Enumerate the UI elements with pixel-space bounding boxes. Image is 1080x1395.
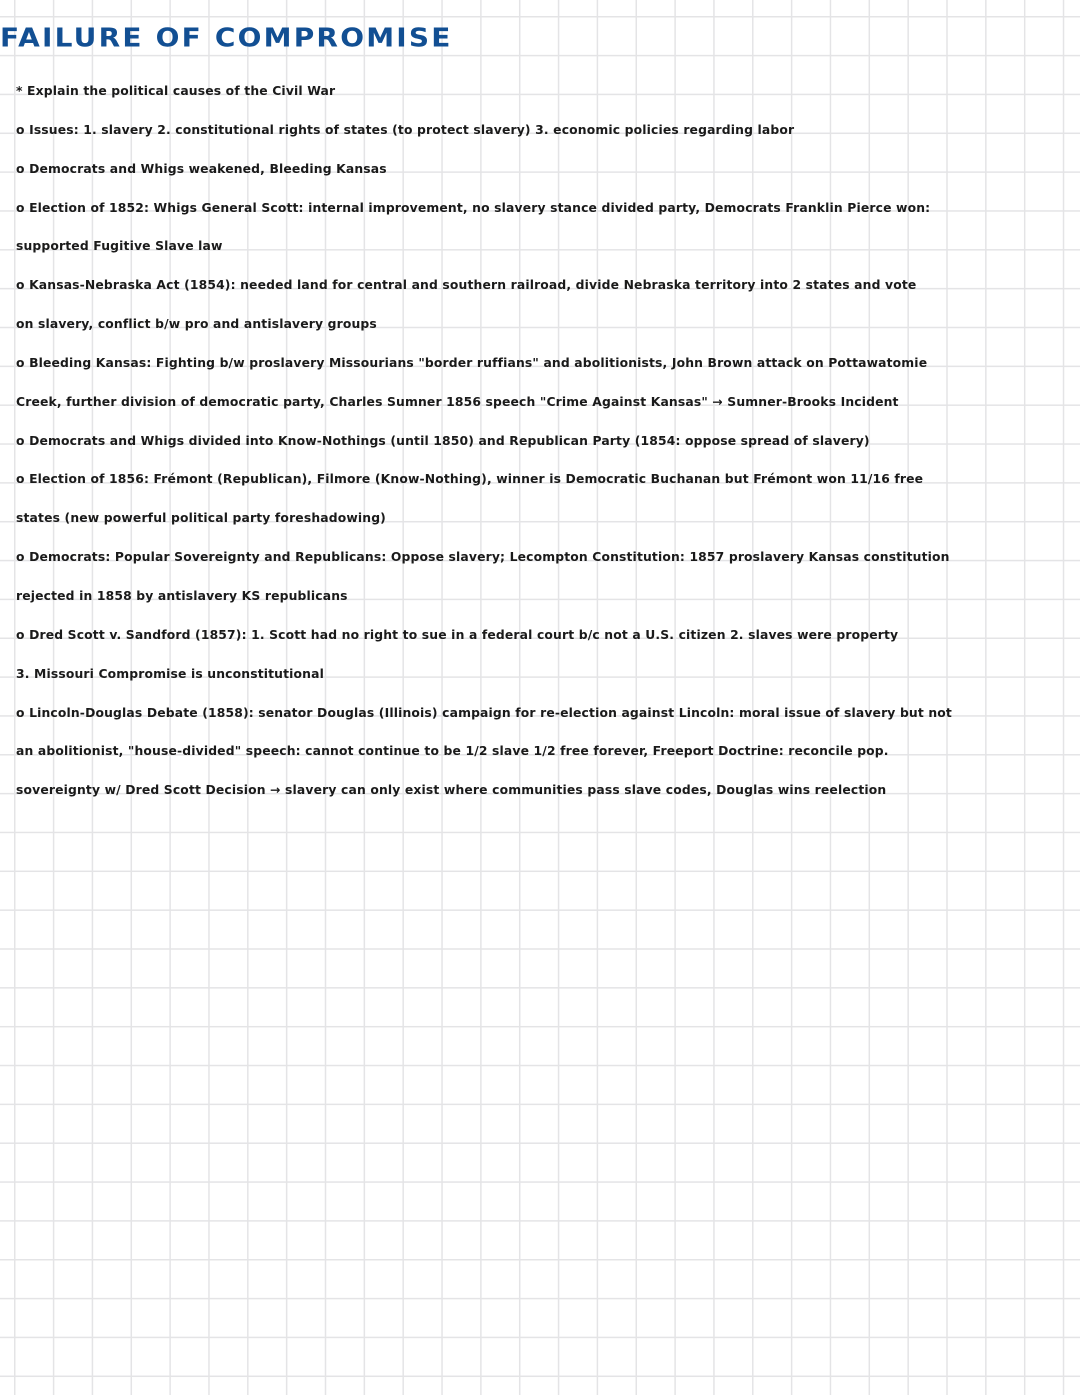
note-democrats-republicans: o Democrats: Popular Sovereignty and Republicans: Oppose slavery; Lecompton Constitution: 1857 proslavery Kansas constitution [16, 549, 950, 565]
note-kansas-nebraska-act-cont: on slavery, conflict b/w pro and antislavery groups [16, 316, 377, 332]
note-dred-scott-cont: 3. Missouri Compromise is unconstitutional [16, 665, 324, 681]
note-election-1856: o Election of 1856: Frémont (Republican), Filmore (Know-Nothing), winner is Democratic Buchanan but Frémont won 11/16 free [16, 471, 924, 487]
note-parties-divided: o Democrats and Whigs divided into Know-Nothings (until 1850) and Republican Party (1854: oppose spread of slavery) [16, 432, 870, 448]
note-election-1852: o Election of 1852: Whigs General Scott: internal improvement, no slavery stance divided party, Democrats Franklin Pierce won: [16, 199, 931, 215]
page-title: FAILURE OF COMPROMISE [0, 22, 453, 54]
objective-line: * Explain the political causes of the Civil War [16, 83, 336, 98]
note-dred-scott: o Dred Scott v. Sandford (1857): 1. Scott had no right to sue in a federal court b/c not a U.S. citizen 2. slaves were property [16, 626, 899, 642]
note-kansas-nebraska-act: o Kansas-Nebraska Act (1854): needed land for central and southern railroad, divide Nebraska territory into 2 states and vote [16, 277, 917, 293]
note-lincoln-douglas: o Lincoln-Douglas Debate (1858): senator Douglas (Illinois) campaign for re-election against Lincoln: moral issue of slavery but not [16, 704, 952, 720]
note-election-1856-cont: states (new powerful political party foreshadowing) [16, 510, 386, 526]
note-issues: o Issues: 1. slavery 2. constitutional rights of states (to protect slavery) 3. economic policies regarding labor [16, 121, 795, 137]
note-bleeding-kansas: o Bleeding Kansas: Fighting b/w proslavery Missourians "border ruffians" and abolitionists, John Brown attack on Pottawatomie [16, 354, 928, 370]
note-bleeding-kansas-cont: Creek, further division of democratic party, Charles Sumner 1856 speech "Crime Against Kansas" → Sumner-Brooks Incident [16, 393, 899, 409]
note-lincoln-douglas-cont-2: sovereignty w/ Dred Scott Decision → slavery can only exist where communities pass slave codes, Douglas wins reelection [16, 782, 887, 798]
note-democrats-republicans-cont: rejected in 1858 by antislavery KS republicans [16, 587, 348, 603]
notes-body [16, 72, 1080, 810]
note-election-1852-cont: supported Fugitive Slave law [16, 238, 223, 254]
note-lincoln-douglas-cont-1: an abolitionist, "house-divided" speech: cannot continue to be 1/2 slave 1/2 free forever, Freeport Doctrine: reconcile pop. [16, 743, 889, 759]
note-democrats-whigs-weakened: o Democrats and Whigs weakened, Bleeding Kansas [16, 160, 387, 176]
